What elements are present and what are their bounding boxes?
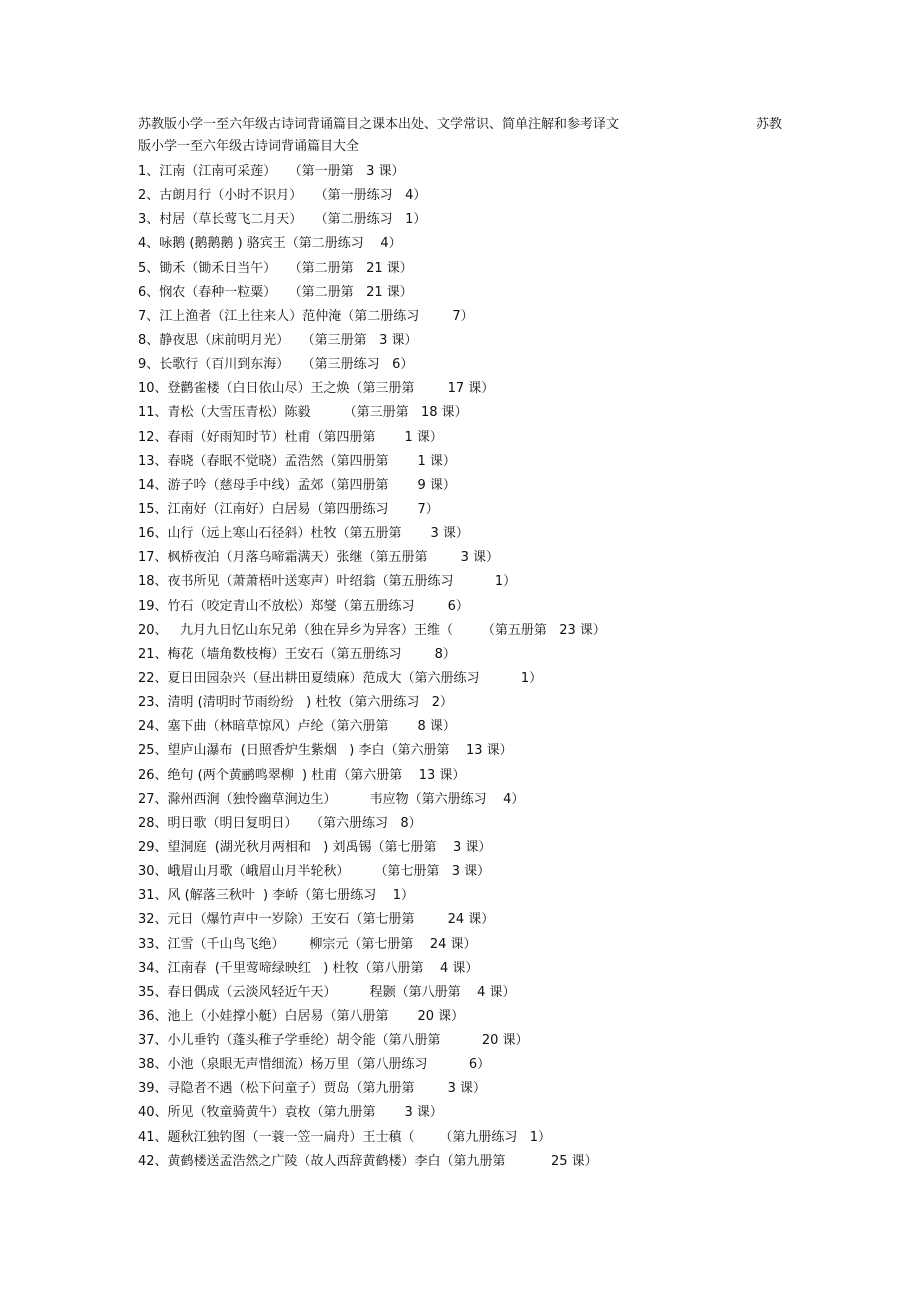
list-item: 18、夜书所见（萧萧梧叶送寒声）叶绍翁（第五册练习 1） (138, 574, 517, 590)
list-item: 30、峨眉山月歌（峨眉山月半轮秋） （第七册第 3 课） (138, 864, 491, 880)
list-item: 34、江南春 (千里莺啼绿映红 ) 杜牧（第八册第 4 课） (138, 960, 479, 976)
list-item: 16、山行（远上寒山石径斜）杜牧（第五册第 3 课） (138, 526, 469, 542)
list-item: 39、寻隐者不遇（松下问童子）贾岛（第九册第 3 课） (138, 1081, 487, 1097)
list-item: 29、望洞庭 (湖光秋月两相和 ) 刘禹锡（第七册第 3 课） (138, 839, 492, 855)
list-item: 15、江南好（江南好）白居易（第四册练习 7） (138, 501, 439, 517)
list-item: 33、江雪（千山鸟飞绝） 柳宗元（第七册第 24 课） (138, 936, 477, 952)
list-item: 36、池上（小娃撑小艇）白居易（第八册第 20 课） (138, 1008, 465, 1024)
list-item: 32、元日（爆竹声中一岁除）王安石（第七册第 24 课） (138, 912, 495, 928)
list-item: 10、登鹳雀楼（白日依山尽）王之焕（第三册第 17 课） (138, 381, 495, 397)
list-item: 5、锄禾（锄禾日当午） （第二册第 21 课） (138, 260, 413, 276)
list-item: 21、梅花（墙角数枝梅）王安石（第五册练习 8） (138, 646, 456, 662)
list-item: 25、望庐山瀑布 (日照香炉生紫烟 ) 李白（第六册第 13 课） (138, 743, 513, 759)
list-item: 6、悯农（春种一粒粟） （第二册第 21 课） (138, 284, 413, 300)
list-item: 8、静夜思（床前明月光） （第三册第 3 课） (138, 332, 418, 348)
list-item: 42、黄鹤楼送孟浩然之广陵（故人西辞黄鹤楼）李白（第九册第 25 课） (138, 1153, 598, 1169)
list-item: 27、滁州西涧（独怜幽草涧边生） 韦应物（第六册练习 4） (138, 791, 525, 807)
list-item: 17、枫桥夜泊（月落乌啼霜满天）张继（第五册第 3 课） (138, 550, 500, 566)
list-item: 35、春日偶成（云淡风轻近午天） 程颢（第八册第 4 课） (138, 984, 516, 1000)
list-item: 20、 九月九日忆山东兄弟（独在异乡为异客）王维（ （第五册第 23 课） (138, 622, 606, 638)
list-item: 31、风 (解落三秋叶 ) 李峤（第七册练习 1） (138, 888, 415, 904)
title-line-2: 版小学一至六年级古诗词背诵篇目大全 (138, 139, 360, 154)
document-title (138, 114, 788, 158)
list-item: 28、明日歌（明日复明日） （第六册练习 8） (138, 815, 422, 831)
list-item: 26、绝句 (两个黄鹂鸣翠柳 ) 杜甫（第六册第 13 课） (138, 767, 466, 783)
list-item: 19、竹石（咬定青山不放松）郑燮（第五册练习 6） (138, 598, 469, 614)
list-item: 37、小儿垂钓（蓬头稚子学垂纶）胡令能（第八册第 20 课） (138, 1033, 529, 1049)
list-item: 38、小池（泉眼无声惜细流）杨万里（第八册练习 6） (138, 1057, 491, 1073)
list-item: 7、江上渔者（江上往来人）范仲淹（第二册练习 7） (138, 308, 474, 324)
list-item: 22、夏日田园杂兴（昼出耕田夏绩麻）范成大（第六册练习 1） (138, 670, 543, 686)
list-item: 40、所见（牧童骑黄牛）袁枚（第九册第 3 课） (138, 1105, 443, 1121)
list-item: 14、游子吟（慈母手中线）孟郊（第四册第 9 课） (138, 477, 456, 493)
title-line-1-left: 苏教版小学一至六年级古诗词背诵篇目之课本出处、文学常识、简单注解和参考译文 (138, 117, 620, 132)
list-item: 4、咏鹅 (鹅鹅鹅 ) 骆宾王（第二册练习 4） (138, 236, 402, 252)
list-item: 24、塞下曲（林暗草惊风）卢纶（第六册第 8 课） (138, 719, 456, 735)
list-item: 1、江南（江南可采莲） （第一册第 3 课） (138, 164, 405, 179)
title-line-1 (138, 114, 788, 136)
list-item: 13、春晓（春眠不觉晓）孟浩然（第四册第 1 课） (138, 453, 456, 469)
list-item: 12、春雨（好雨知时节）杜甫（第四册第 1 课） (138, 429, 443, 445)
list-item: 3、村居（草长莺飞二月天） （第二册练习 1） (138, 212, 427, 228)
list-item: 2、古朗月行（小时不识月） （第一册练习 4） (138, 188, 427, 204)
list-item: 41、题秋江独钓图（一蓑一笠一扁舟）王士稹（ （第九册练习 1） (138, 1129, 552, 1145)
poem-list (138, 160, 788, 1174)
list-item: 11、青松（大雪压青松）陈毅 （第三册第 18 课） (138, 405, 468, 421)
list-item: 9、长歌行（百川到东海） （第三册练习 6） (138, 357, 414, 373)
document-page (138, 114, 788, 1174)
list-item: 23、清明 (清明时节雨纷纷 ) 杜牧（第六册练习 2） (138, 695, 454, 711)
title-line-1-right: 苏教 (755, 117, 782, 132)
